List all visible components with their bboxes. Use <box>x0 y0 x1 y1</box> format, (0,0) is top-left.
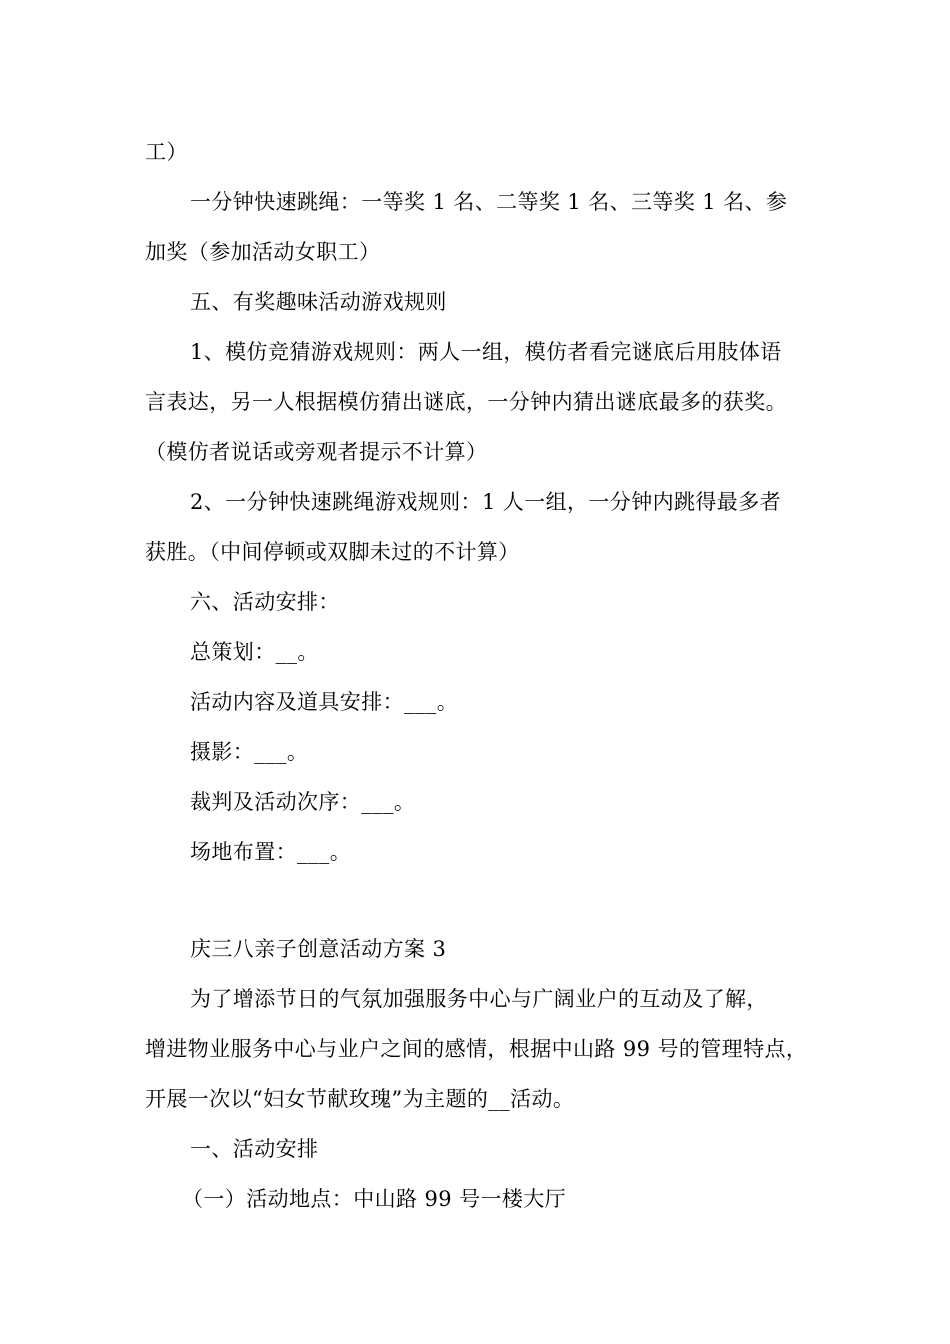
text-line: （一）活动地点：中山路 99 号一楼大厅 <box>182 1187 567 1211</box>
text-line: 获胜。（中间停顿或双脚未过的不计算） <box>145 540 520 564</box>
text-line: 总策划：__。 <box>190 640 319 664</box>
text-line: 工） <box>145 140 188 164</box>
text-line: 加奖（参加活动女职工） <box>145 240 381 264</box>
text-line: 开展一次以“妇女节献玫瑰”为主题的__活动。 <box>145 1087 575 1111</box>
text-line: 摄影：___。 <box>190 740 309 764</box>
text-line: 裁判及活动次序：___。 <box>190 790 416 814</box>
text-line: 为了增添节日的气氛加强服务中心与广阔业户的互动及了解， <box>190 987 768 1011</box>
text-line: 2、一分钟快速跳绳游戏规则：1 人一组，一分钟内跳得最多者 <box>190 490 781 514</box>
text-line: 一分钟快速跳绳：一等奖 1 名、二等奖 1 名、三等奖 1 名、参 <box>190 190 788 214</box>
text-line: （模仿者说话或旁观者提示不计算） <box>145 440 488 464</box>
text-line: 1、模仿竞猜游戏规则：两人一组，模仿者看完谜底后用肢体语 <box>190 340 782 364</box>
text-line: 增进物业服务中心与业户之间的感情，根据中山路 99 号的管理特点， <box>145 1037 808 1061</box>
text-line: 言表达，另一人根据模仿猜出谜底，一分钟内猜出谜底最多的获奖。 <box>145 390 787 414</box>
text-line: 场地布置：___。 <box>190 840 352 864</box>
section-heading: 一、活动安排 <box>190 1137 319 1161</box>
document-title: 庆三八亲子创意活动方案 3 <box>190 937 447 961</box>
text-line: 活动内容及道具安排：___。 <box>190 690 459 714</box>
section-heading: 五、有奖趣味活动游戏规则 <box>190 290 447 314</box>
section-heading: 六、活动安排： <box>190 590 340 614</box>
